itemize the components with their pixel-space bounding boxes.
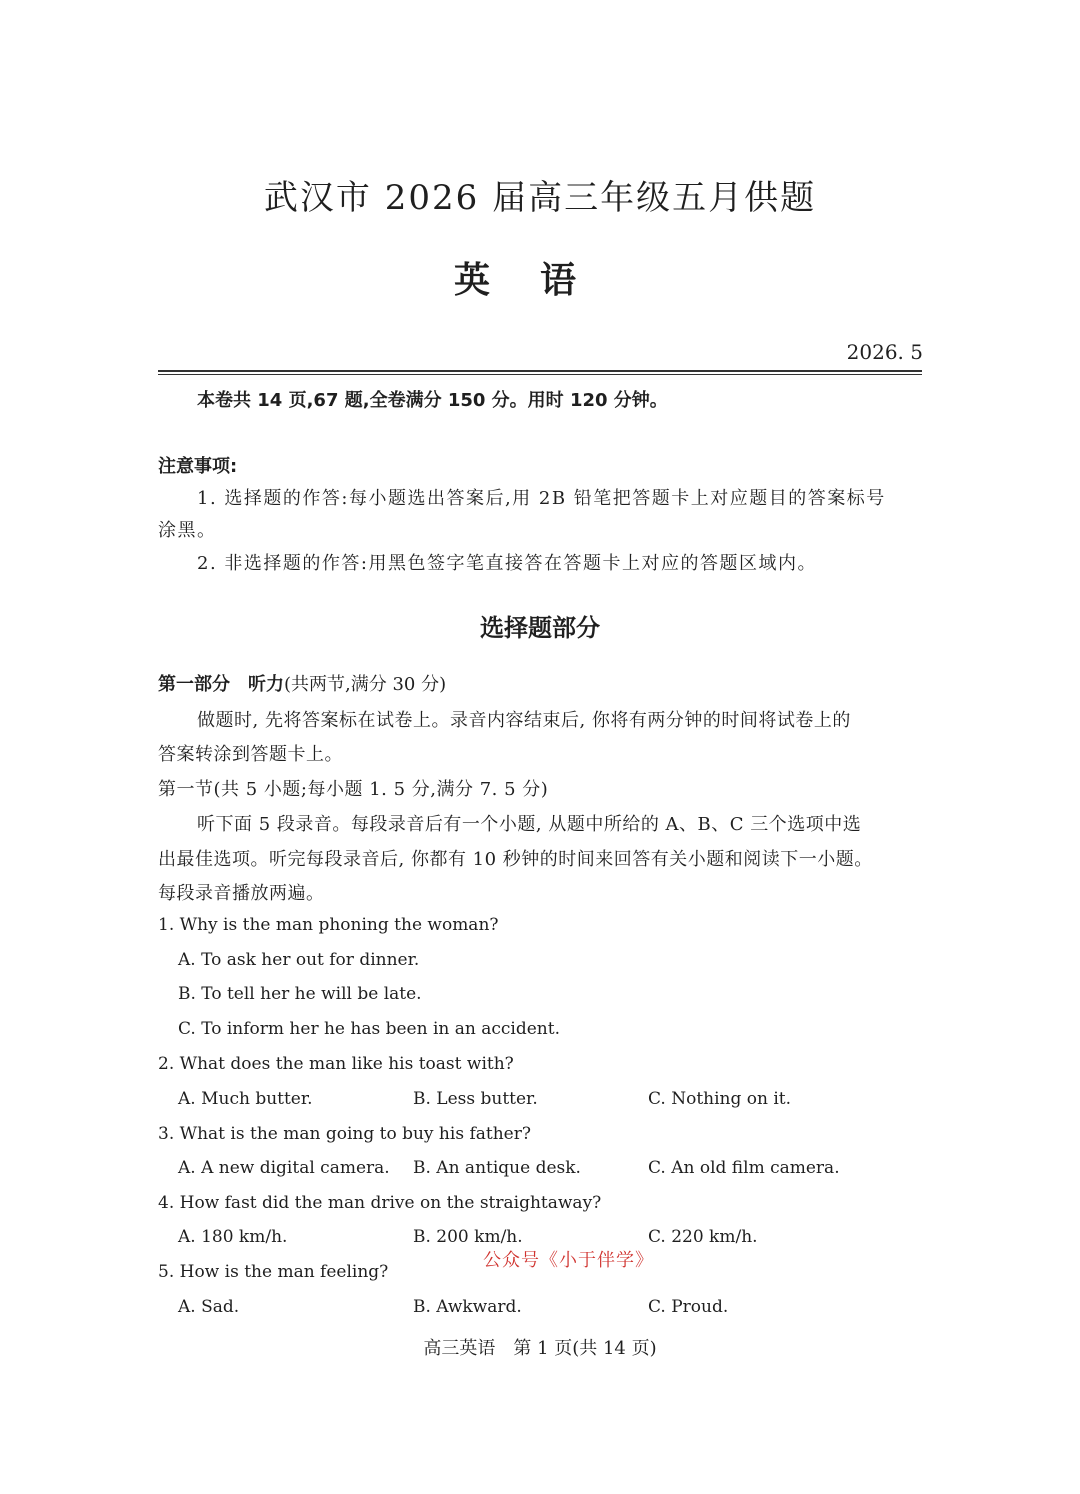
question-5-stem: 5. How is the man feeling? (158, 1262, 389, 1282)
paper-summary: 本卷共 14 页,67 题,全卷满分 150 分。用时 120 分钟。 (197, 390, 668, 411)
question-5-option-a: A. Sad. (178, 1297, 240, 1317)
note-item-1: 1. 选择题的作答:每小题选出答案后,用 2B 铅笔把答题卡上对应题目的答案标号 (197, 488, 886, 509)
question-2-option-c: C. Nothing on it. (648, 1089, 792, 1109)
question-5-option-c: C. Proud. (648, 1297, 729, 1317)
question-1-option-c: C. To inform her he has been in an accident. (178, 1019, 560, 1039)
section-heading: 选择题部分 (480, 614, 600, 642)
header-rule-thin (158, 374, 922, 375)
question-4-option-a: A. 180 km/h. (178, 1227, 288, 1247)
question-3-option-b: B. An antique desk. (413, 1158, 581, 1178)
subsection-instruction-line-1: 听下面 5 段录音。每段录音后有一个小题, 从题中所给的 A、B、C 三个选项中选 (197, 814, 862, 835)
question-1-stem: 1. Why is the man phoning the woman? (158, 915, 499, 935)
watermark-text: 公众号《小于伴学》 (483, 1250, 654, 1271)
notes-heading: 注意事项: (158, 456, 238, 477)
subsection-heading: 第一节(共 5 小题;每小题 1. 5 分,满分 7. 5 分) (158, 779, 549, 800)
exam-date: 2026. 5 (846, 340, 923, 364)
question-1-option-a: A. To ask her out for dinner. (178, 950, 420, 970)
question-3-stem: 3. What is the man going to buy his father? (158, 1124, 531, 1144)
question-4-stem: 4. How fast did the man drive on the straightaway? (158, 1193, 602, 1213)
exam-title: 武汉市 2026 届高三年级五月供题 (263, 178, 817, 218)
note-item-2: 2. 非选择题的作答:用黑色签字笔直接答在答题卡上对应的答题区域内。 (197, 553, 817, 574)
subsection-instruction-line-2: 出最佳选项。听完每段录音后, 你都有 10 秒钟的时间来回答有关小题和阅读下一小题。 (158, 849, 873, 870)
part-instruction-line-1: 做题时, 先将答案标在试卷上。录音内容结束后, 你将有两分钟的时间将试卷上的 (197, 710, 851, 731)
subsection-instruction-line-3: 每段录音播放两遍。 (158, 883, 325, 904)
question-2-option-a: A. Much butter. (178, 1089, 313, 1109)
question-5-option-b: B. Awkward. (413, 1297, 522, 1317)
question-3-option-c: C. An old film camera. (648, 1158, 840, 1178)
page-footer: 高三英语 第 1 页(共 14 页) (423, 1338, 657, 1359)
question-3-option-a: A. A new digital camera. (178, 1158, 390, 1178)
subject-title: 英语 (453, 260, 626, 301)
question-2-stem: 2. What does the man like his toast with? (158, 1054, 514, 1074)
part-instruction-line-2: 答案转涂到答题卡上。 (158, 744, 343, 765)
question-2-option-b: B. Less butter. (413, 1089, 538, 1109)
part-heading-bold: 第一部分 听力 (158, 674, 284, 695)
question-1-option-b: B. To tell her he will be late. (178, 984, 422, 1004)
header-rule-thick (158, 370, 922, 372)
part-heading (158, 670, 446, 696)
question-4-option-c: C. 220 km/h. (648, 1227, 758, 1247)
note-item-1-cont: 涂黑。 (158, 520, 217, 541)
question-4-option-b: B. 200 km/h. (413, 1227, 523, 1247)
part-heading-rest: (共两节,满分 30 分) (284, 674, 447, 695)
